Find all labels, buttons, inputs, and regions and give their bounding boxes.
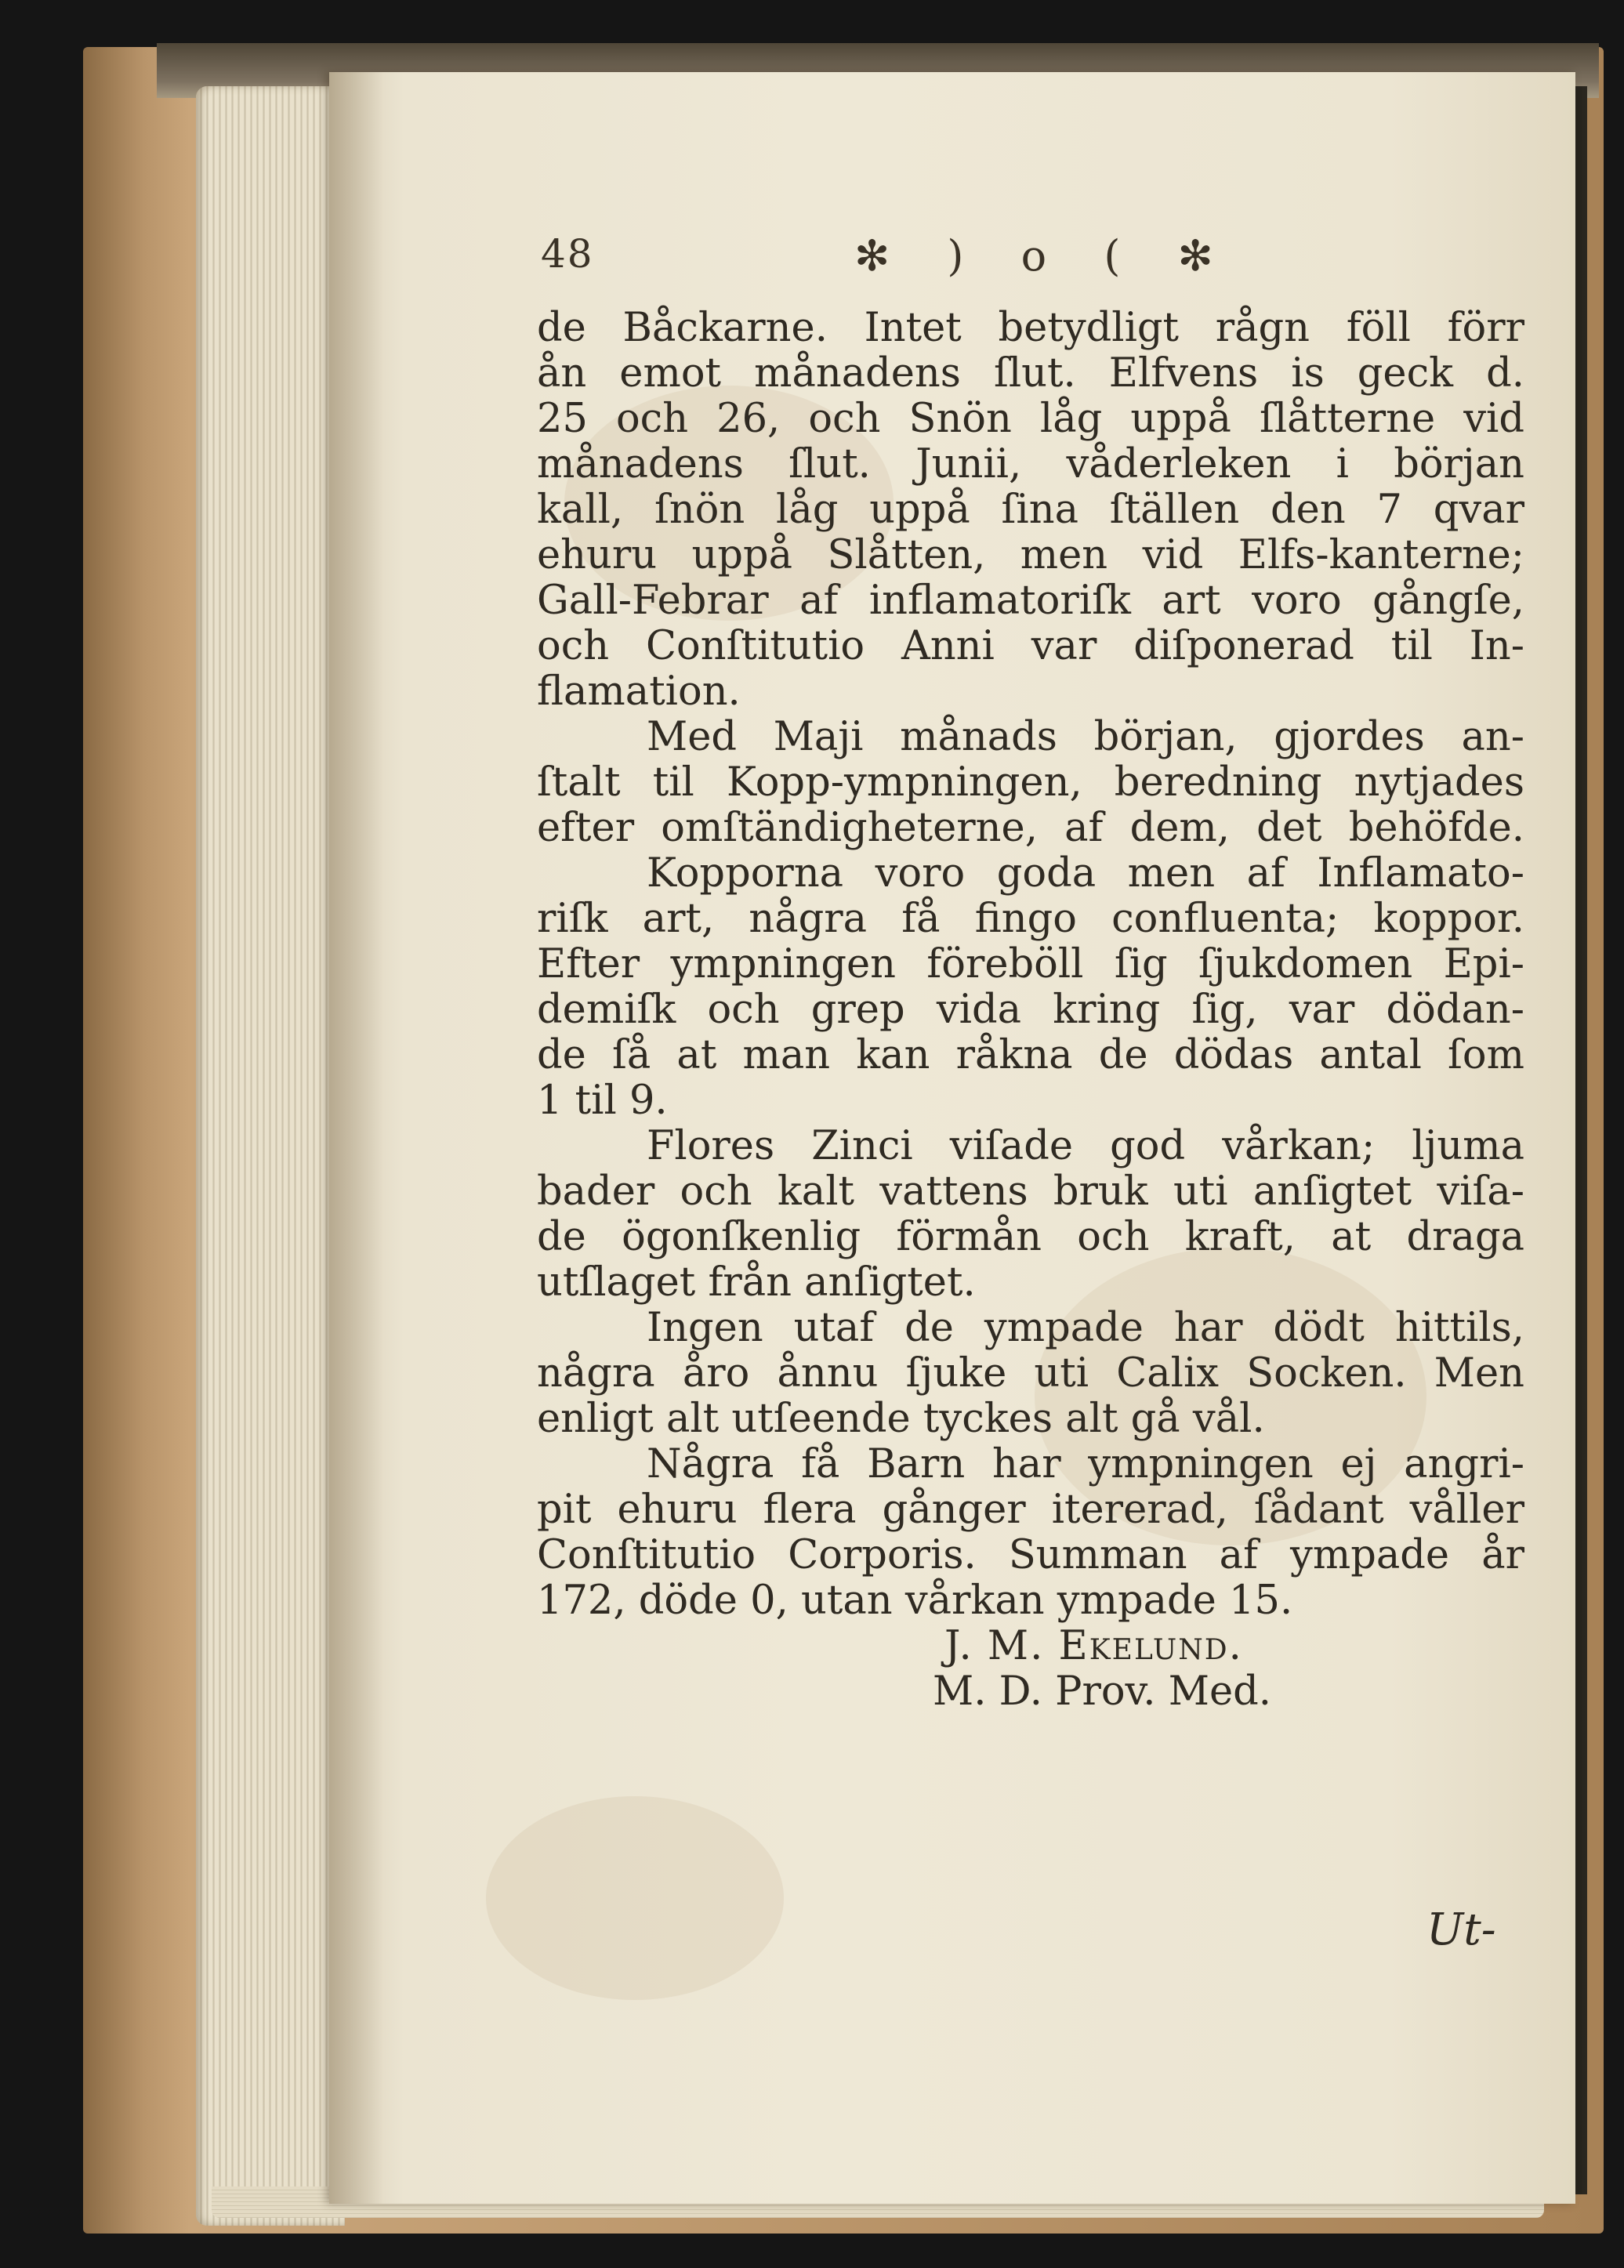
text-line: några åro ånnu ſjuke uti Calix Socken. Men [537, 1350, 1524, 1397]
text-line: kall, ſnön låg uppå ſina ſtällen den 7 qvar [537, 487, 1524, 533]
signature-title: M. D. Prov. Med. [933, 1668, 1271, 1715]
text-line: efter omſtändigheterne, af dem, det behöfde. [537, 805, 1524, 851]
text-line: Gall-Febrar af inflamatoriſk art voro gångſe, [537, 578, 1524, 624]
paragraph-start: Flores Zinci viſade god vårkan; ljuma [647, 1123, 1524, 1169]
text-line: ehuru uppå Slåtten, men vid Elfs-kanterne; [537, 532, 1524, 578]
text-line: 172, döde 0, utan vårkan ympade 15. [537, 1578, 1293, 1624]
paragraph-start: Kopporna voro goda men af Inflamato- [647, 850, 1524, 897]
text-line: Efter ympningen föreböll ſig ſjukdomen Epi- [537, 941, 1524, 987]
text-line: de ögonſkenlig förmån och kraft, at draga [537, 1214, 1524, 1260]
text-line: flamation. [537, 668, 741, 715]
text-line: ſtalt til Kopp-ympningen, beredning nytjades [537, 759, 1524, 806]
header-ornament: ✻ ) o ( ✻ [854, 231, 1235, 281]
body-text [537, 306, 1524, 1715]
paragraph-start: Ingen utaf de ympade har dödt hittils, [647, 1305, 1524, 1351]
page-stack-edge [196, 86, 345, 2226]
text-line: 25 och 26, och Snön låg uppå ſlåtterne vid [537, 396, 1524, 442]
catchword: Ut- [1426, 1904, 1496, 1955]
text-line: ån emot månadens ſlut. Elfvens is geck d. [537, 350, 1524, 397]
text-line: och Conſtitutio Anni var diſponerad til In- [537, 623, 1524, 669]
paragraph-start: Med Maji månads början, gjordes an- [647, 714, 1524, 760]
text-line: de Båckarne. Intet betydligt rågn föll förr [537, 305, 1524, 351]
text-line: riſk art, några få fingo confluenta; koppor. [537, 896, 1524, 942]
text-line: demiſk och grep vida kring ſig, var dödan- [537, 987, 1524, 1033]
page-number: 48 [541, 231, 594, 277]
text-line: bader och kalt vattens bruk uti anſigtet viſa- [537, 1168, 1524, 1215]
text-line: Conſtitutio Corporis. Summan af ympade år [537, 1532, 1524, 1578]
signature-name: J. M. Ekelund. [944, 1623, 1243, 1669]
text-line: 1 til 9. [537, 1078, 668, 1124]
text-line: pit ehuru flera gånger itererad, ſådant våller [537, 1487, 1524, 1533]
text-line: de ſå at man kan råkna de dödas antal ſom [537, 1032, 1524, 1078]
foxing-stain [486, 1796, 784, 2000]
page-header [541, 231, 1521, 286]
paragraph-start: Några få Barn har ympningen ej angri- [647, 1441, 1524, 1487]
text-line: månadens ſlut. Junii, våderleken i början [537, 441, 1524, 487]
page-gutter-shadow [329, 72, 384, 2204]
text-line: enligt alt utſeende tyckes alt gå vål. [537, 1396, 1265, 1442]
text-line: utſlaget från anſigtet. [537, 1259, 976, 1306]
